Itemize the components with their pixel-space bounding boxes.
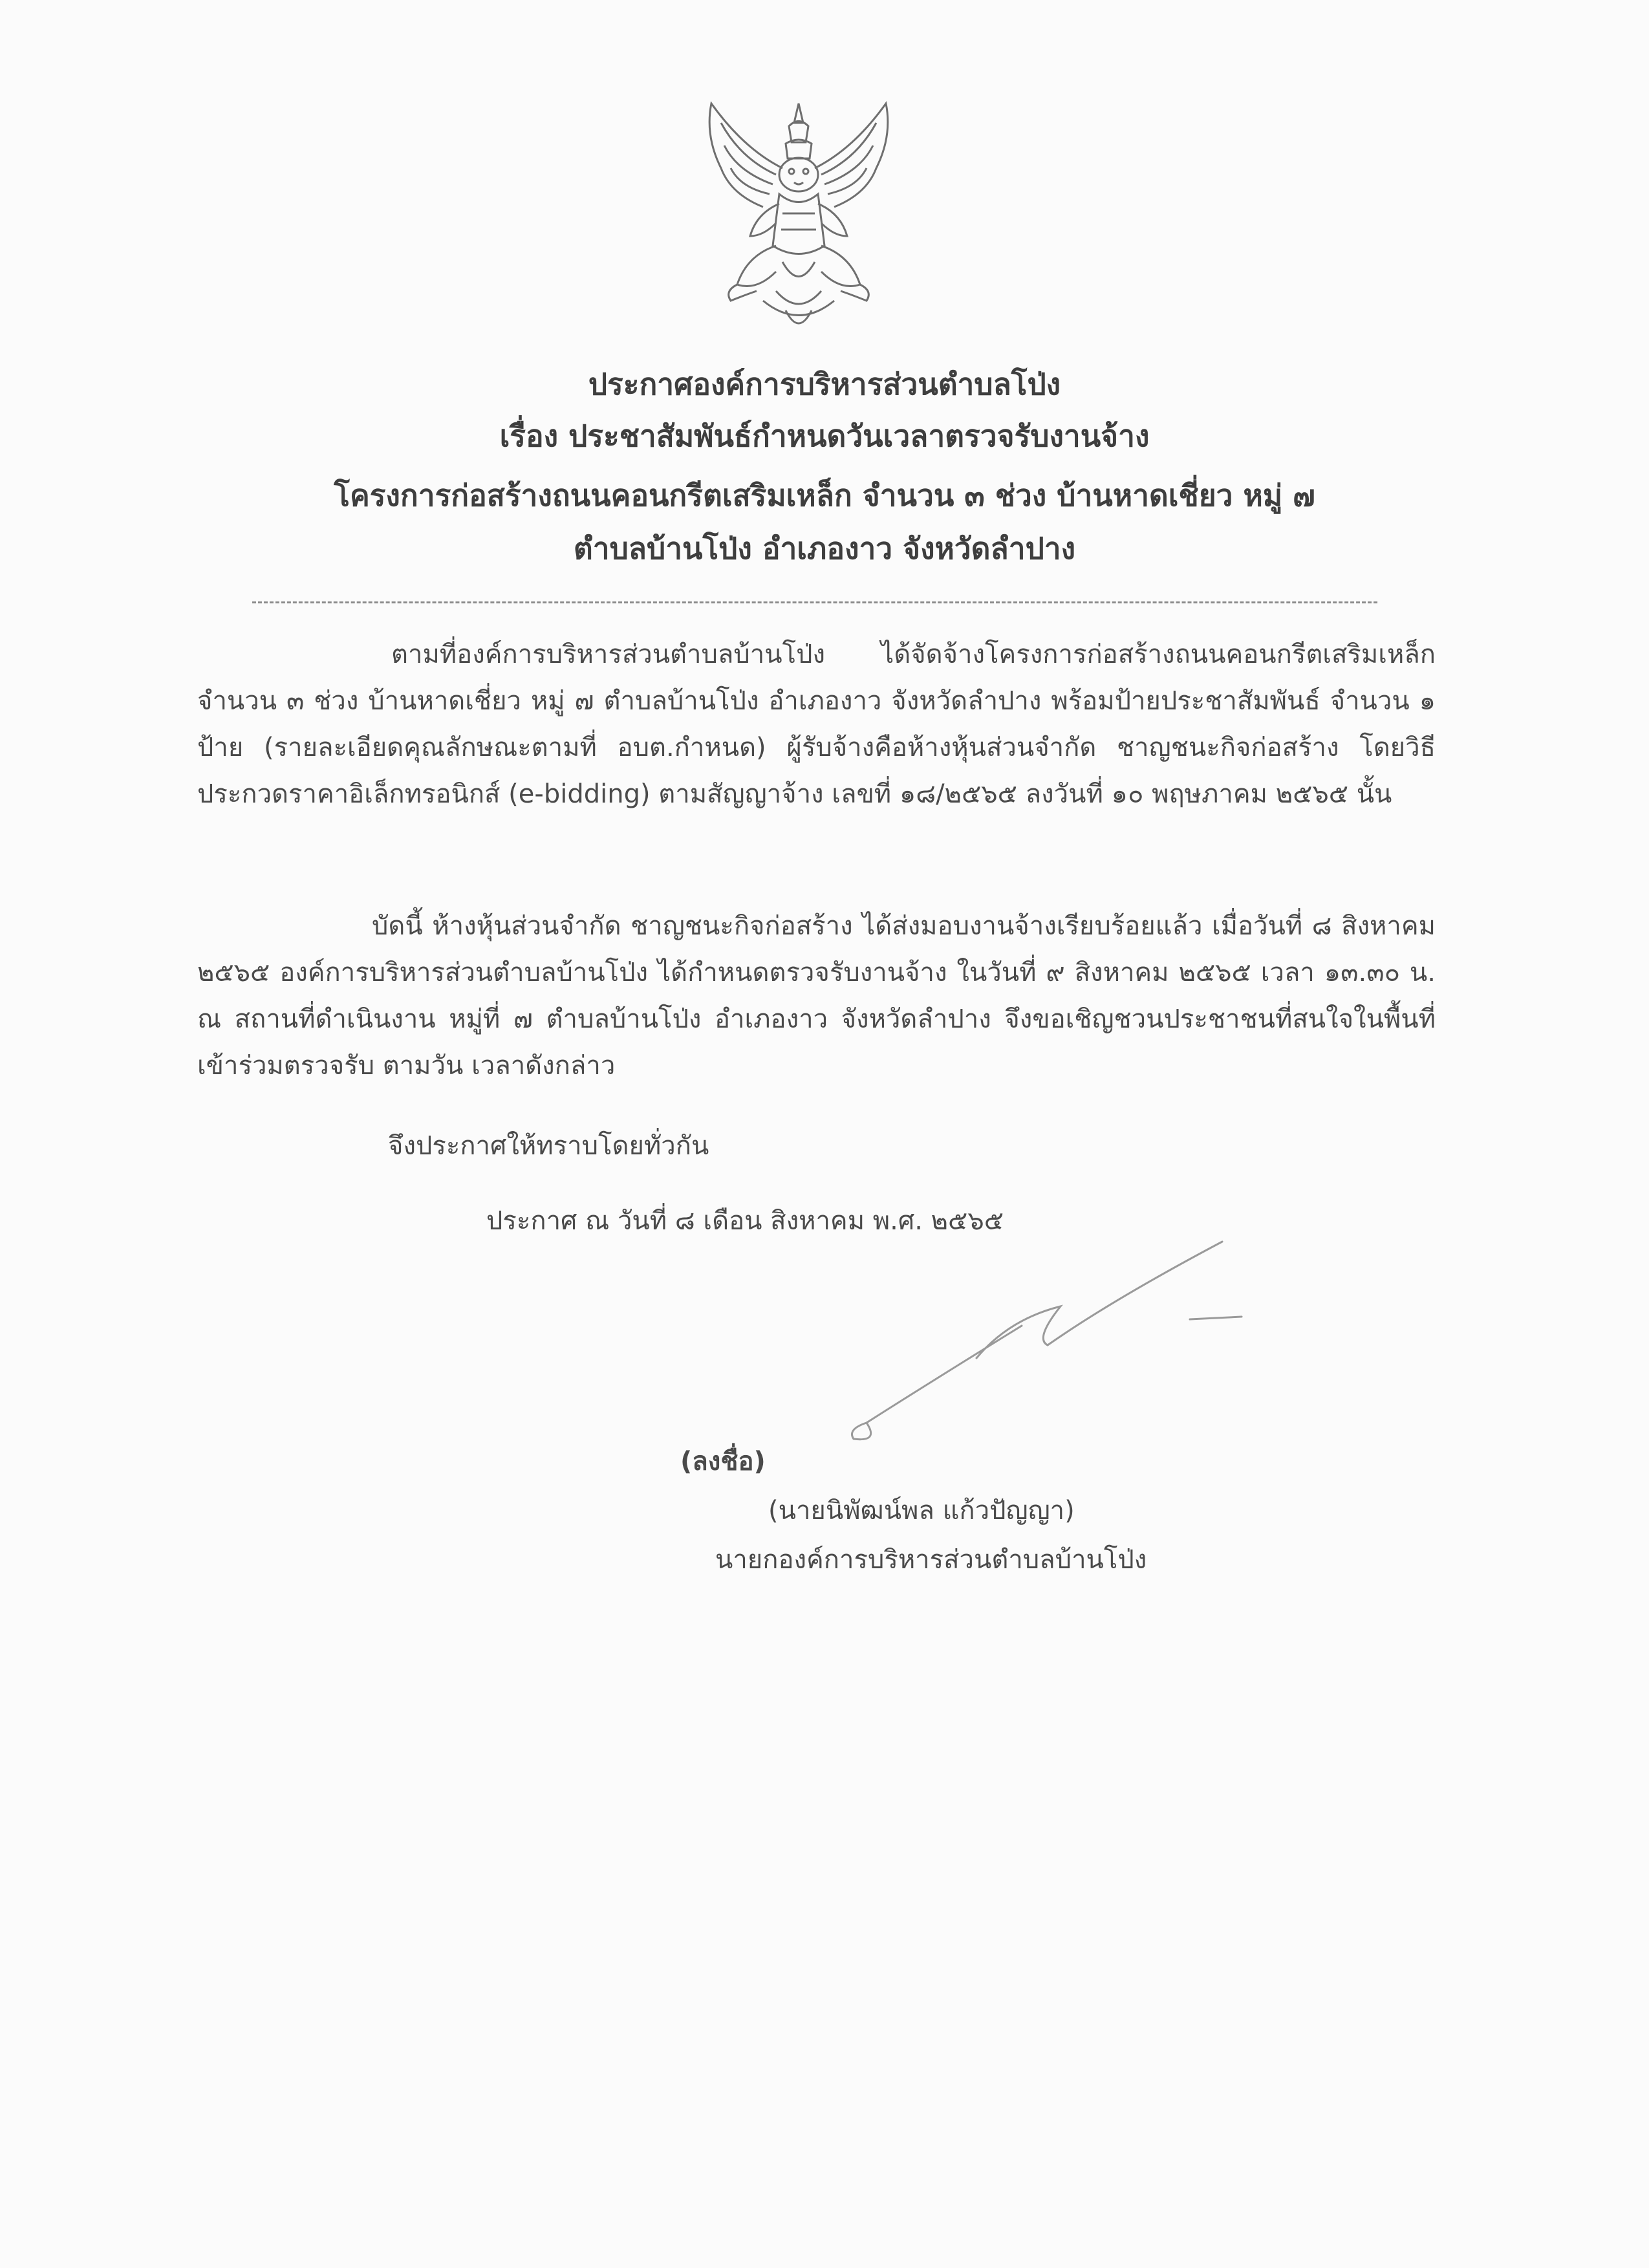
- announcement-date: ประกาศ ณ วันที่ ๘ เดือน สิงหาคม พ.ศ. ๒๕๖๕: [486, 1206, 1004, 1236]
- garuda-emblem-icon: [685, 97, 912, 343]
- project-location: ตำบลบ้านโป่ง อำเภองาว จังหวัดลำปาง: [573, 531, 1076, 566]
- body-paragraph-1: ตามที่องค์การบริหารส่วนตำบลบ้านโป่ง ได้จัดจ้างโครงการก่อสร้างถนนคอนกรีตเสริมเหล็ก จำนวน ๓ ช่วง บ้านหาดเชี่ยว หมู่ ๗ ตำบลบ้านโป่ง อำเภองาว จังหวัดลำปาง พร้อมป้ายประชาสัมพันธ์ จำนวน ๑ ป้าย (รายละเอียดคุณลักษณะตามที่ อบต.กำหนด) ผู้รับจ้างคือห้างหุ้นส่วนจำกัด ชาญชนะกิจก่อสร้าง โดยวิธีประกวดราคาอิเล็กทรอนิกส์ (e-bidding) ตามสัญญาจ้าง เลขที่ ๑๘/๒๕๖๕ ลงวันที่ ๑๐ พฤษภาคม ๒๕๖๕ นั้น: [197, 640, 1436, 809]
- signer-title: นายกองค์การบริหารส่วนตำบลบ้านโป่ง: [715, 1545, 1147, 1575]
- handwritten-signature: [841, 1229, 1261, 1462]
- project-title: โครงการก่อสร้างถนนคอนกรีตเสริมเหล็ก จำนวน ๓ ช่วง บ้านหาดเชี่ยว หมู่ ๗: [334, 478, 1315, 513]
- announcement-title: ประกาศองค์การบริหารส่วนตำบลโป่ง: [588, 367, 1061, 402]
- dashed-divider: [252, 601, 1377, 603]
- signer-name: (นายนิพัฒน์พล แก้วปัญญา): [768, 1496, 1075, 1526]
- body-paragraph-2: บัดนี้ ห้างหุ้นส่วนจำกัด ชาญชนะกิจก่อสร้าง ได้ส่งมอบงานจ้างเรียบร้อยแล้ว เมื่อวันที่ ๘ สิงหาคม ๒๕๖๕ องค์การบริหารส่วนตำบลบ้านโป่ง ได้กำหนดตรวจรับงานจ้าง ในวันที่ ๙ สิงหาคม ๒๕๖๕ เวลา ๑๓.๓๐ น. ณ สถานที่ดำเนินงาน หมู่ที่ ๗ ตำบลบ้านโป่ง อำเภองาว จังหวัดลำปาง จึงขอเชิญชวนประชาชนที่สนใจในพื้นที่เข้าร่วมตรวจรับ ตามวัน เวลาดังกล่าว: [197, 911, 1436, 1081]
- closing-statement: จึงประกาศให้ทราบโดยทั่วกัน: [388, 1131, 709, 1161]
- signature-label: (ลงชื่อ): [680, 1447, 766, 1476]
- announcement-subject: เรื่อง ประชาสัมพันธ์กำหนดวันเวลาตรวจรับงานจ้าง: [499, 418, 1150, 453]
